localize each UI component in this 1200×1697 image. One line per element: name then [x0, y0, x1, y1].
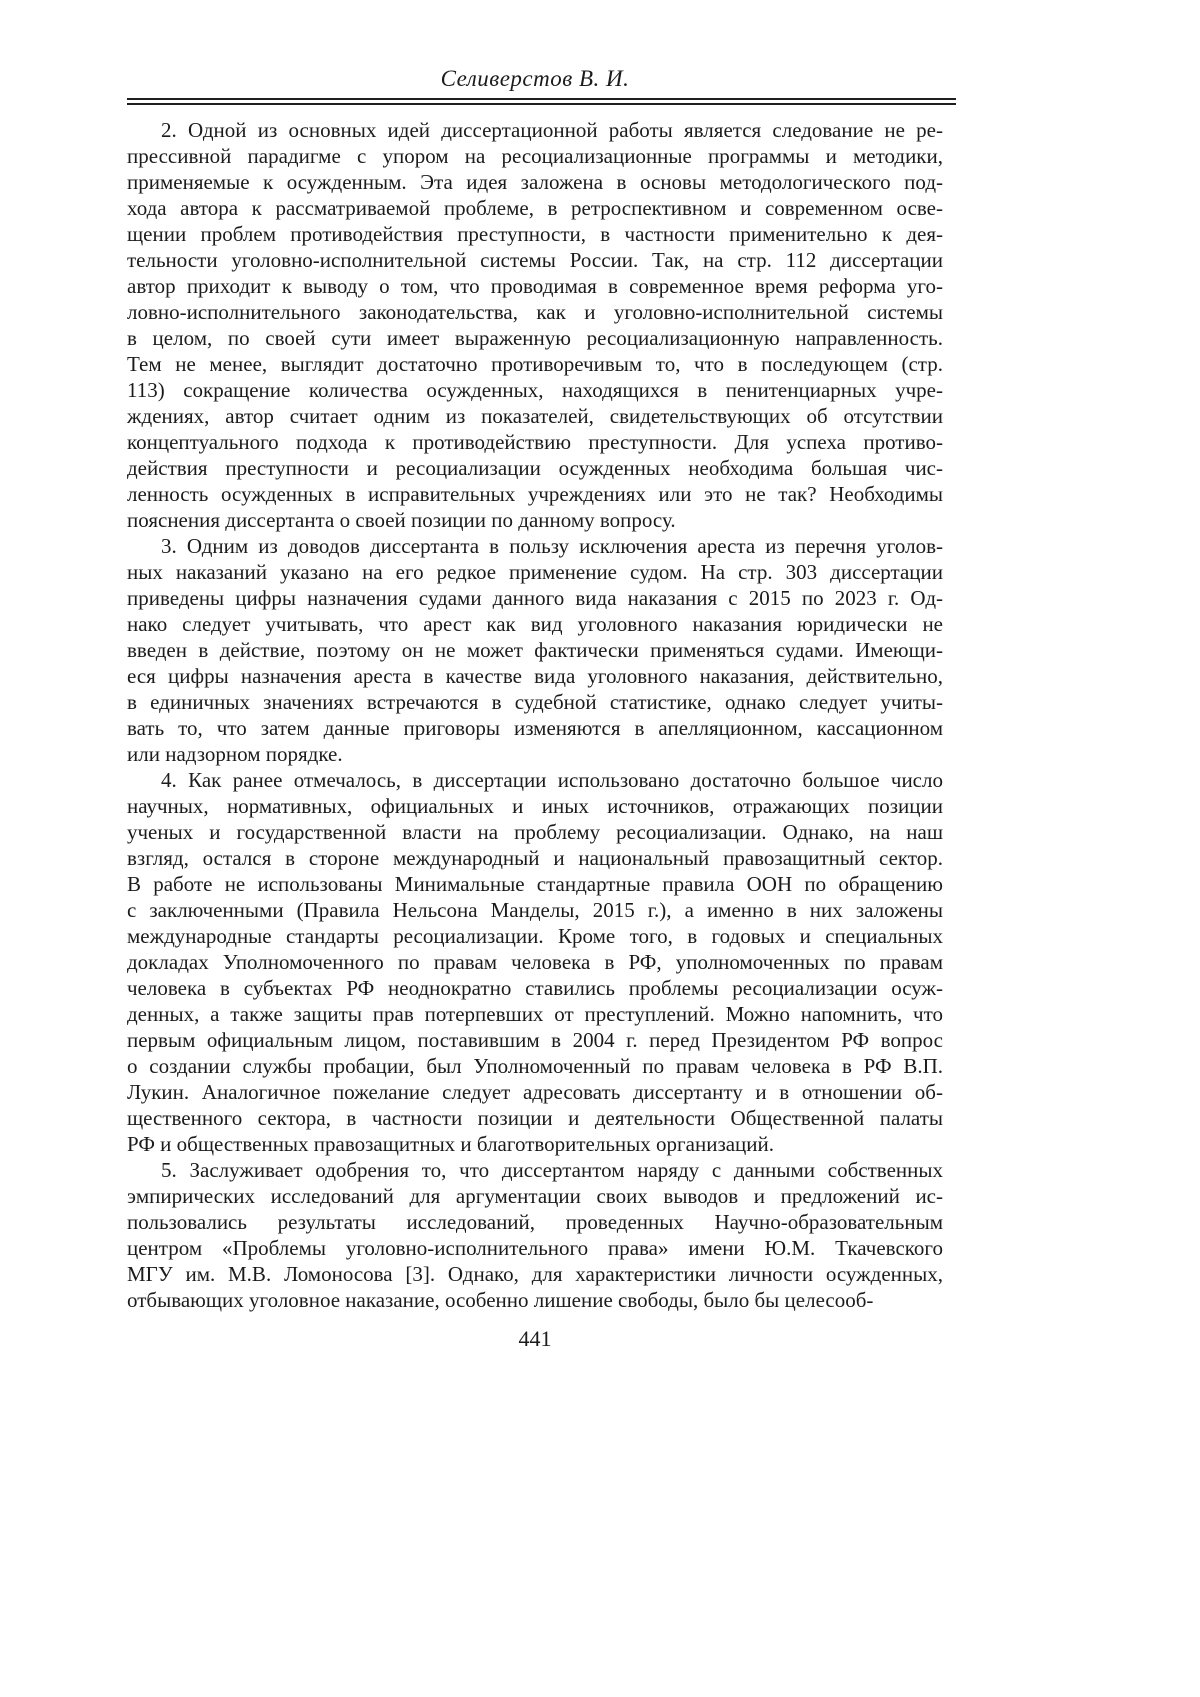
text-line: отбывающих уголовное наказание, особенно лишение свободы, было бы целесооб- — [127, 1288, 874, 1312]
text-line: хода автора к рассматриваемой проблеме, в ретроспективном и современном осве- — [127, 196, 943, 220]
text-line: прессивной парадигме с упором на ресоциализационные программы и методики, — [127, 144, 943, 168]
text-line: 5. Заслуживает одобрения то, что диссертантом наряду с данными собственных — [161, 1158, 943, 1182]
text-line: ленность осужденных в исправительных учреждениях или это не так? Необходимы — [127, 482, 943, 506]
text-line: человека в субъектах РФ неоднократно ставились проблемы ресоциализации осуж- — [127, 976, 943, 1000]
text-line: ловно-исполнительного законодательства, как и уголовно-исполнительной системы — [127, 300, 943, 324]
text-line: концептуального подхода к противодействию преступности. Для успеха противо- — [127, 430, 943, 454]
text-line: Лукин. Аналогичное пожелание следует адресовать диссертанту и в отношении об- — [127, 1080, 943, 1104]
text-line: в единичных значениях встречаются в судебной статистике, однако следует учиты- — [127, 690, 943, 714]
paragraph — [127, 1157, 943, 1313]
text-line: взгляд, остался в стороне международный и национальный правозащитный сектор. — [127, 846, 943, 870]
text-line: научных, нормативных, официальных и иных источников, отражающих позиции — [127, 794, 943, 818]
text-line: первым официальным лицом, поставившим в 2004 г. перед Президентом РФ вопрос — [127, 1028, 943, 1052]
text-line: щественного сектора, в частности позиции и деятельности Общественной палаты — [127, 1106, 943, 1130]
text-line: Тем не менее, выглядит достаточно противоречивым то, что в последующем (стр. — [127, 352, 943, 376]
text-line: применяемые к осужденным. Эта идея заложена в основы методологического под- — [127, 170, 943, 194]
page-body — [127, 117, 943, 1313]
text-line: щении проблем противодействия преступности, в частности применительно к дея- — [127, 222, 943, 246]
text-line: ных наказаний указано на его редкое применение судом. На стр. 303 диссертации — [127, 560, 943, 584]
running-header: Селиверстов В. И. — [440, 66, 630, 91]
text-line: приведены цифры назначения судами данного вида наказания с 2015 по 2023 г. Од- — [127, 586, 943, 610]
text-line: ждениях, автор считает одним из показателей, свидетельствующих об отсутствии — [127, 404, 943, 428]
text-line: о создании службы пробации, был Уполномоченный по правам человека в РФ В.П. — [127, 1054, 943, 1078]
text-line: введен в действие, поэтому он не может фактически применяться судами. Имеющи- — [127, 638, 943, 662]
text-line: эмпирических исследований для аргументации своих выводов и предложений ис- — [127, 1184, 943, 1208]
text-line: международные стандарты ресоциализации. Кроме того, в годовых и специальных — [127, 924, 943, 948]
text-line: действия преступности и ресоциализации осужденных необходима большая чис- — [127, 456, 943, 480]
paragraph — [127, 767, 943, 1157]
text-line: 2. Одной из основных идей диссертационной работы является следование не ре- — [161, 118, 943, 142]
text-line: пояснения диссертанта о своей позиции по данному вопросу. — [127, 508, 676, 532]
text-line: в целом, по своей сути имеет выраженную ресоциализационную направленность. — [127, 326, 943, 350]
text-line: или надзорном порядке. — [127, 742, 343, 766]
text-line: центром «Проблемы уголовно-исполнительного права» имени Ю.М. Ткачевского — [127, 1236, 943, 1260]
paragraph — [127, 533, 943, 767]
page-number: 441 — [518, 1326, 552, 1351]
text-line: пользовались результаты исследований, проведенных Научно-образовательным — [127, 1210, 943, 1234]
text-line: 3. Одним из доводов диссертанта в пользу исключения ареста из перечня уголов- — [161, 534, 943, 558]
text-line: еся цифры назначения ареста в качестве вида уголовного наказания, действительно, — [127, 664, 943, 688]
text-line: нако следует учитывать, что арест как вид уголовного наказания юридически не — [127, 612, 943, 636]
text-line: тельности уголовно-исполнительной системы России. Так, на стр. 112 диссертации — [127, 248, 943, 272]
text-line: докладах Уполномоченного по правам человека в РФ, уполномоченных по правам — [127, 950, 943, 974]
text-line: РФ и общественных правозащитных и благотворительных организаций. — [127, 1132, 775, 1156]
text-line: ученых и государственной власти на проблему ресоциализации. Однако, на наш — [127, 820, 943, 844]
text-line: денных, а также защиты прав потерпевших от преступлений. Можно напомнить, что — [127, 1002, 943, 1026]
text-line: 4. Как ранее отмечалось, в диссертации использовано достаточно большое число — [161, 768, 943, 792]
header-rule — [127, 98, 956, 105]
text-line: В работе не использованы Минимальные стандартные правила ООН по обращению — [127, 872, 943, 896]
text-column — [127, 64, 943, 1313]
text-line: 113) сокращение количества осужденных, находящихся в пенитенциарных учре- — [127, 378, 943, 402]
text-line: МГУ им. М.В. Ломоносова [3]. Однако, для характеристики личности осужденных, — [127, 1262, 943, 1286]
text-line: с заключенными (Правила Нельсона Манделы, 2015 г.), а именно в них заложены — [127, 898, 943, 922]
text-line: автор приходит к выводу о том, что проводимая в современное время реформа уго- — [127, 274, 943, 298]
paragraph — [127, 117, 943, 533]
text-line: вать то, что затем данные приговоры изменяются в апелляционном, кассационном — [127, 716, 943, 740]
